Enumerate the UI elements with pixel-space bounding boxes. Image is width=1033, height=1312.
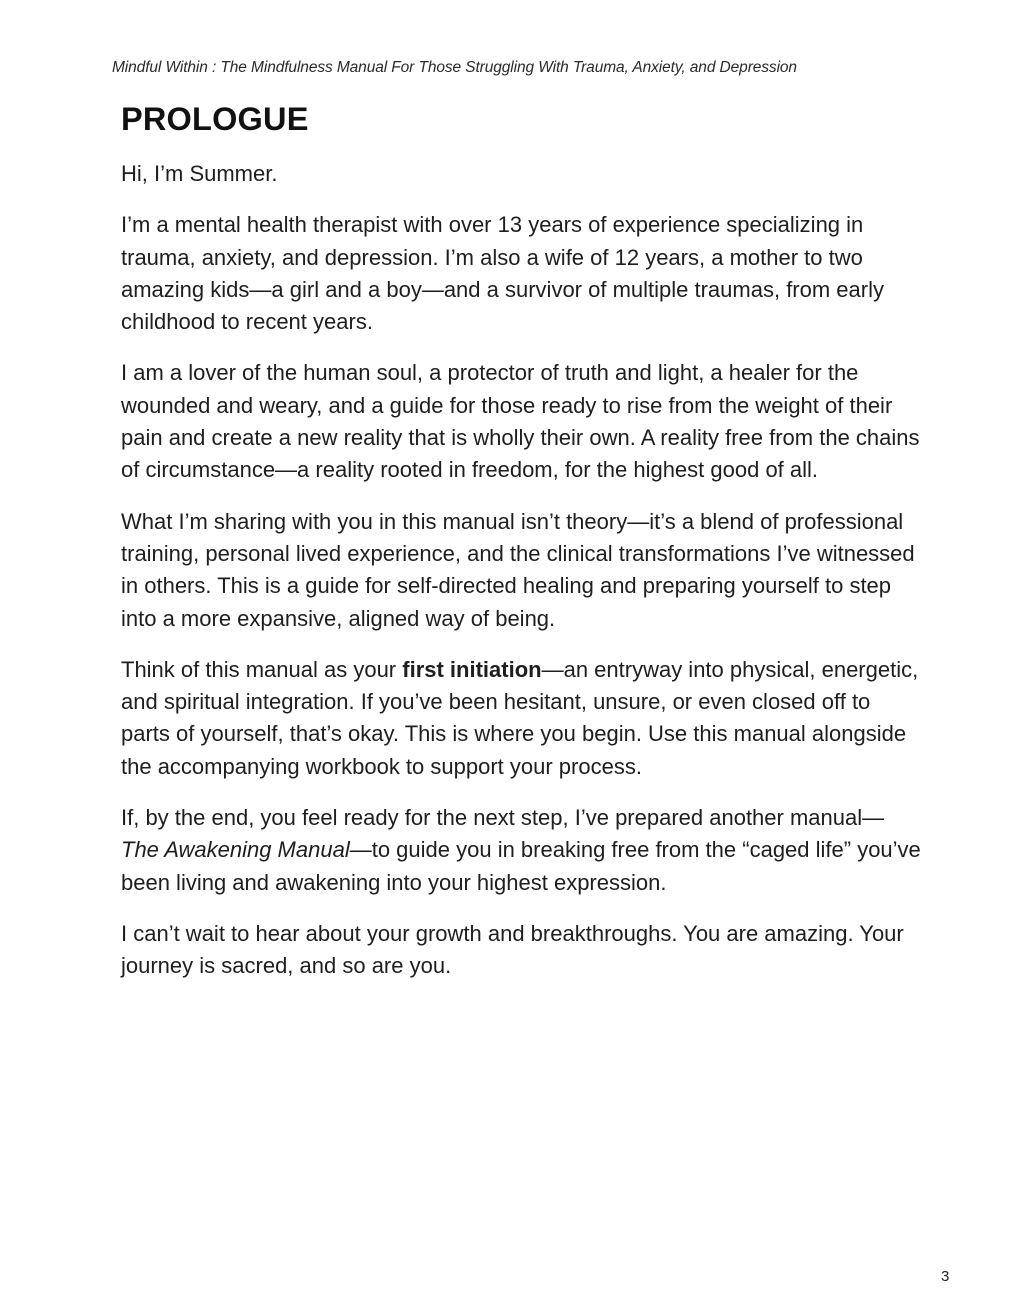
chapter-body: [121, 98, 921, 1002]
page-number: 3: [941, 1268, 950, 1285]
paragraph-closing: I can’t wait to hear about your growth and breakthroughs. You are amazing. Your journey is sacred, and so are you.: [121, 920, 904, 979]
paragraph-mission: I am a lover of the human soul, a protector of truth and light, a healer for the wounded and weary, and a guide for those ready to rise from the weight of their pain and create a new reality that is wholly their own. A reality free from the chains of circumstance—a reality rooted in freedom, for the highest good of all.: [121, 360, 920, 483]
awakening-manual-title: The Awakening Manual: [121, 837, 350, 863]
paragraph-next-step-lead: If, by the end, you feel ready for the next step, I’ve prepared another manual—: [121, 805, 885, 831]
running-header: Mindful Within : The Mindfulness Manual For Those Struggling With Trauma, Anxiety, and Depression: [112, 59, 797, 76]
paragraph-introduction: I’m a mental health therapist with over 13 years of experience specializing in trauma, anxiety, and depression. I’m also a wife of 12 years, a mother to two amazing kids—a girl and a boy—and a survivor of multiple traumas, from early childhood to recent years.: [121, 212, 884, 335]
paragraph-next-step-rest: —to guide you in breaking free from the “caged life” you’ve been living and awakening into your highest expression.: [121, 837, 921, 895]
paragraph-next-step: [121, 802, 921, 899]
paragraph-first-initiation: [121, 654, 921, 783]
paragraph-first-initiation-rest: —an entryway into physical, energetic, and spiritual integration. If you’ve been hesitant, unsure, or even closed off to parts of yourself, that’s okay. This is where you begin. Use this manual alongside the accompanying workbook to support your process.: [121, 656, 919, 779]
first-initiation-emphasis: first initiation: [402, 656, 542, 682]
paragraph-first-initiation-lead: Think of this manual as your: [121, 656, 403, 682]
paragraph-greeting: Hi, I’m Summer.: [121, 161, 278, 186]
paragraph-manual-purpose: What I’m sharing with you in this manual isn’t theory—it’s a blend of professional training, personal lived experience, and the clinical transformations I’ve witnessed in others. This is a guide for self-directed healing and preparing yourself to step into a more expansive, aligned way of being.: [121, 508, 915, 631]
chapter-title: PROLOGUE: [121, 101, 309, 137]
